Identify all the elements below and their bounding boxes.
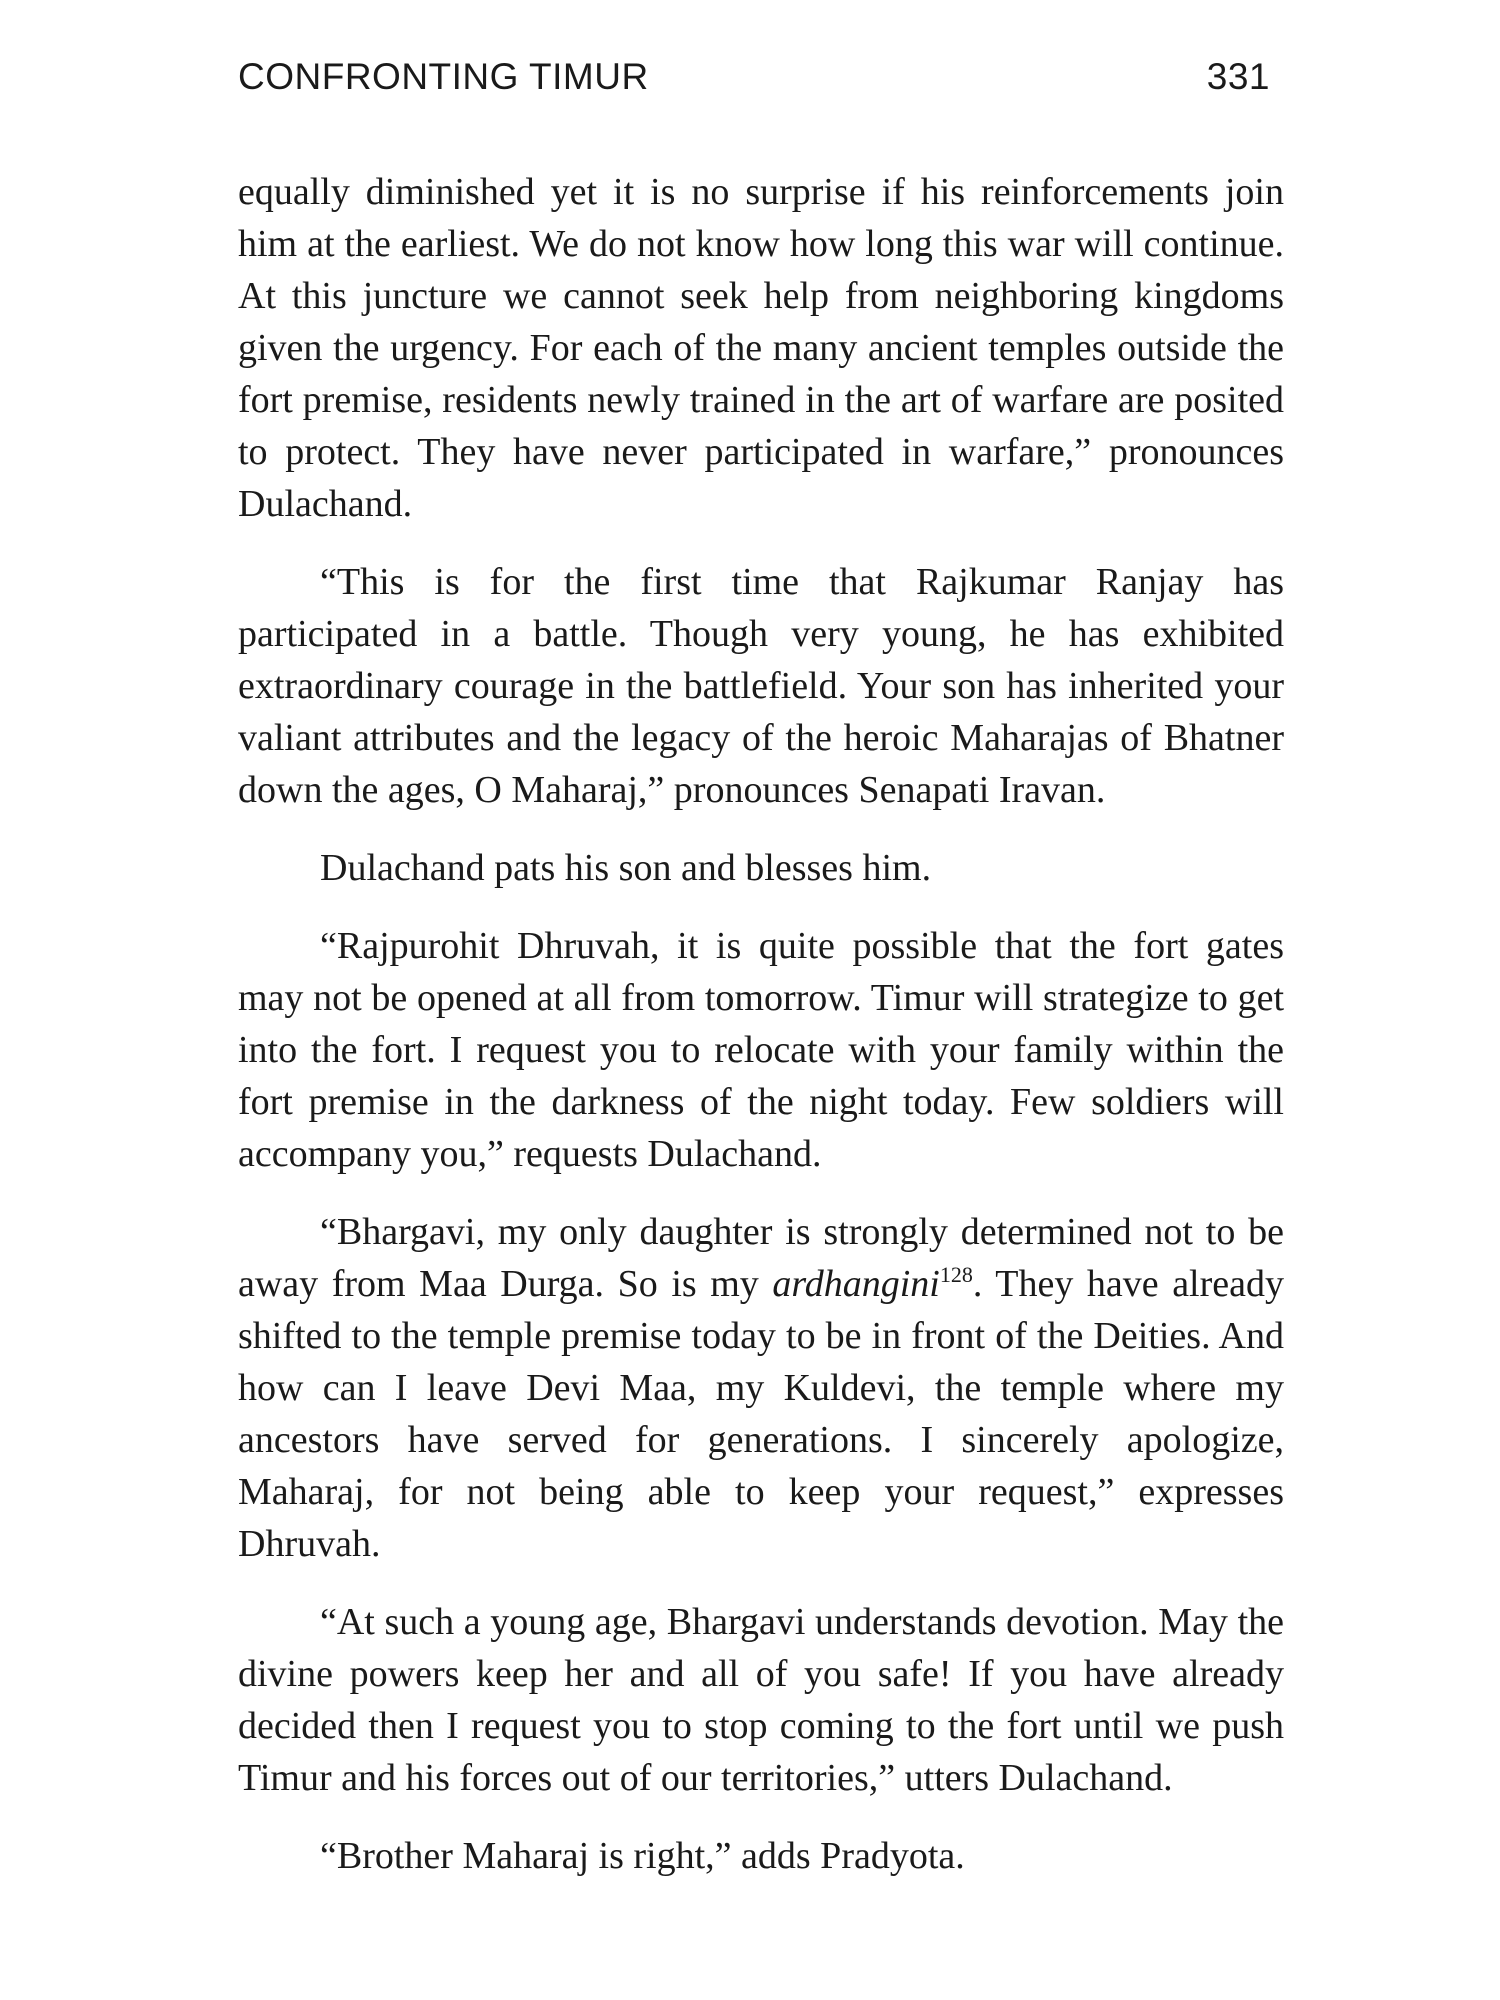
paragraph-4: “Rajpurohit Dhruvah, it is quite possible that the fort gates may not be opened at all from tomorrow. Timur will strategize to get into the fort. I request you to relocate with your family within the fort premise in the darkness of the night today. Few soldiers will accompany you,” requests Dulachand. xyxy=(238,925,1284,1175)
paragraph-2: “This is for the first time that Rajkumar Ranjay has participated in a battle. Though very young, he has exhibited extraordinary courage in the battlefield. Your son has inherited your valiant attributes and the legacy of the heroic Maharajas of Bhatner down the ages, O Maharaj,” pronounces Senapati Iravan. xyxy=(238,561,1284,811)
paragraph-1: equally diminished yet it is no surprise if his reinforcements join him at the earliest. We do not know how long this war will continue. At this juncture we cannot seek help from neighboring kingdoms given the urgency. For each of the many ancient temples outside the fort premise, residents newly trained in the art of warfare are posited to protect. They have never participated in warfare,” pronounces Dulachand. xyxy=(238,171,1284,525)
page-number: 331 xyxy=(1206,56,1270,97)
body-text xyxy=(238,166,1284,1908)
running-header xyxy=(238,56,1270,106)
paragraph-5-text-end: . They have already shifted to the temple premise today to be in front of the Deities. And how can I leave Devi Maa, my Kuldevi, the temple where my ancestors have served for generations. I sincerely apologize, Maharaj, for not being able to keep your request,” expresses Dhruvah. xyxy=(238,1263,1285,1565)
italic-term: ardhangini xyxy=(772,1263,940,1305)
paragraph-5 xyxy=(238,1206,1284,1570)
paragraph-7: “Brother Maharaj is right,” adds Pradyota. xyxy=(320,1835,965,1877)
footnote-marker: 128 xyxy=(939,1262,973,1287)
paragraph-3: Dulachand pats his son and blesses him. xyxy=(320,847,932,889)
paragraph-6: “At such a young age, Bhargavi understands devotion. May the divine powers keep her and all of you safe! If you have already decided then I request you to stop coming to the fort until we push Timur and his forces out of our territories,” utters Dulachand. xyxy=(238,1601,1284,1799)
paragraph-5-text-start: “Bhargavi, my only daughter is strongly determined not to be away from Maa Durga. So is my xyxy=(238,1211,1284,1305)
running-title: CONFRONTING TIMUR xyxy=(238,56,649,97)
